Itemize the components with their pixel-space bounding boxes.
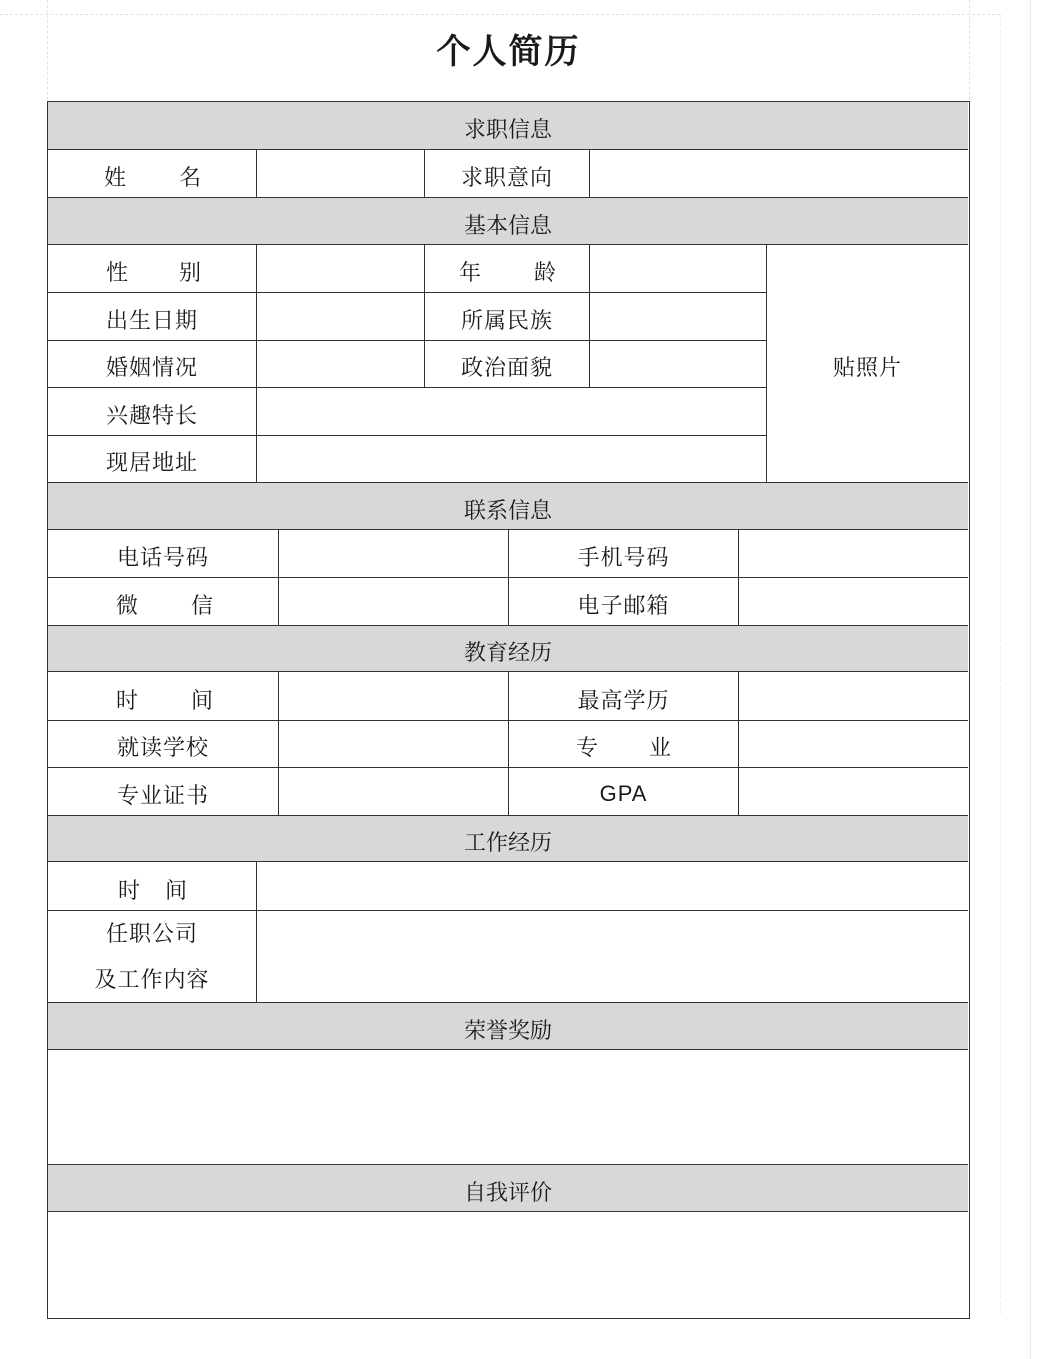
divider xyxy=(48,387,766,388)
label-major-b: 业 xyxy=(648,736,672,761)
label-age-b: 龄 xyxy=(533,261,557,286)
page-edge xyxy=(1030,0,1031,1359)
page-title: 个人简历 xyxy=(436,32,581,72)
resume-form xyxy=(47,101,970,1319)
label-major xyxy=(509,720,738,767)
field-gpa[interactable] xyxy=(739,767,968,815)
label-wechat-a: 微 xyxy=(116,593,140,619)
label-name-a: 姓 xyxy=(104,166,128,191)
label-company-line2: 及工作内容 xyxy=(94,968,210,993)
section-header-work: 工作经历 xyxy=(48,815,968,862)
label-company xyxy=(48,910,256,1002)
label-age-a: 年 xyxy=(459,261,483,286)
field-highest-degree[interactable] xyxy=(739,672,968,720)
label-mobile: 手机号码 xyxy=(577,546,670,571)
label-edu-time xyxy=(48,672,278,720)
section-header-self-eval: 自我评价 xyxy=(48,1164,968,1212)
section-header-education: 教育经历 xyxy=(48,625,968,672)
label-gender xyxy=(48,245,256,292)
label-ethnicity: 所属民族 xyxy=(460,308,553,334)
divider xyxy=(256,862,257,1002)
divider xyxy=(424,245,425,387)
section-header-contact: 联系信息 xyxy=(48,483,968,530)
field-marital-status[interactable] xyxy=(257,340,424,387)
label-work-time-b: 间 xyxy=(164,878,188,904)
field-self-eval[interactable] xyxy=(48,1212,968,1317)
label-marital-status: 婚姻情况 xyxy=(105,356,198,381)
label-work-time-a: 时 xyxy=(118,878,142,904)
field-ethnicity[interactable] xyxy=(590,292,766,340)
label-edu-time-a: 时 xyxy=(116,688,140,714)
field-wechat[interactable] xyxy=(279,577,508,625)
field-company[interactable] xyxy=(257,910,968,1002)
divider xyxy=(589,245,590,387)
field-hobbies[interactable] xyxy=(257,387,766,435)
label-email: 电子邮箱 xyxy=(577,593,670,619)
label-company-line1: 任职公司 xyxy=(105,922,198,947)
divider xyxy=(738,672,739,815)
field-political-status[interactable] xyxy=(590,340,766,387)
page-guide-margin xyxy=(1000,14,1001,1314)
label-gender-b: 别 xyxy=(178,261,202,286)
divider xyxy=(278,530,279,625)
field-edu-time[interactable] xyxy=(279,672,508,720)
divider xyxy=(256,245,257,482)
label-work-time xyxy=(48,862,256,910)
divider xyxy=(508,672,509,815)
field-certificate[interactable] xyxy=(279,767,508,815)
field-work-time[interactable] xyxy=(257,862,968,910)
field-gender[interactable] xyxy=(257,245,424,292)
label-age xyxy=(425,245,589,292)
field-job-intent[interactable] xyxy=(590,150,968,197)
label-address: 现居地址 xyxy=(105,451,198,476)
divider xyxy=(256,150,257,197)
photo-placeholder[interactable]: 贴照片 xyxy=(832,356,902,381)
label-wechat-b: 信 xyxy=(190,593,214,619)
divider xyxy=(766,245,767,482)
label-name-b: 名 xyxy=(178,166,202,191)
label-name xyxy=(48,150,256,197)
label-major-a: 专 xyxy=(576,736,600,761)
field-birth-date[interactable] xyxy=(257,292,424,340)
divider xyxy=(738,530,739,625)
section-header-job: 求职信息 xyxy=(48,102,968,150)
divider xyxy=(48,910,968,911)
field-major[interactable] xyxy=(739,720,968,767)
field-address[interactable] xyxy=(257,435,766,482)
page-guide-top xyxy=(0,14,1000,15)
label-phone: 电话号码 xyxy=(116,546,209,571)
section-header-basic: 基本信息 xyxy=(48,198,968,245)
divider xyxy=(589,150,590,197)
field-mobile[interactable] xyxy=(739,530,968,577)
label-edu-time-b: 间 xyxy=(190,688,214,714)
divider xyxy=(48,435,766,436)
label-birth-date: 出生日期 xyxy=(105,308,198,334)
field-age[interactable] xyxy=(590,245,766,292)
field-honors[interactable] xyxy=(48,1050,968,1164)
divider xyxy=(424,150,425,197)
field-phone[interactable] xyxy=(279,530,508,577)
divider xyxy=(508,530,509,625)
label-wechat xyxy=(48,577,278,625)
label-hobbies: 兴趣特长 xyxy=(105,403,198,429)
section-header-honors: 荣誉奖励 xyxy=(48,1002,968,1050)
label-job-intent: 求职意向 xyxy=(460,166,553,191)
field-email[interactable] xyxy=(739,577,968,625)
label-political-status: 政治面貌 xyxy=(460,356,553,381)
divider xyxy=(278,672,279,815)
field-school[interactable] xyxy=(279,720,508,767)
label-gender-a: 性 xyxy=(106,261,130,286)
label-school: 就读学校 xyxy=(116,736,209,761)
divider xyxy=(48,340,766,341)
divider xyxy=(48,292,766,293)
field-name[interactable] xyxy=(257,150,424,197)
label-gpa: GPA xyxy=(599,781,648,806)
label-certificate: 专业证书 xyxy=(116,783,209,809)
label-highest-degree: 最高学历 xyxy=(577,688,670,714)
